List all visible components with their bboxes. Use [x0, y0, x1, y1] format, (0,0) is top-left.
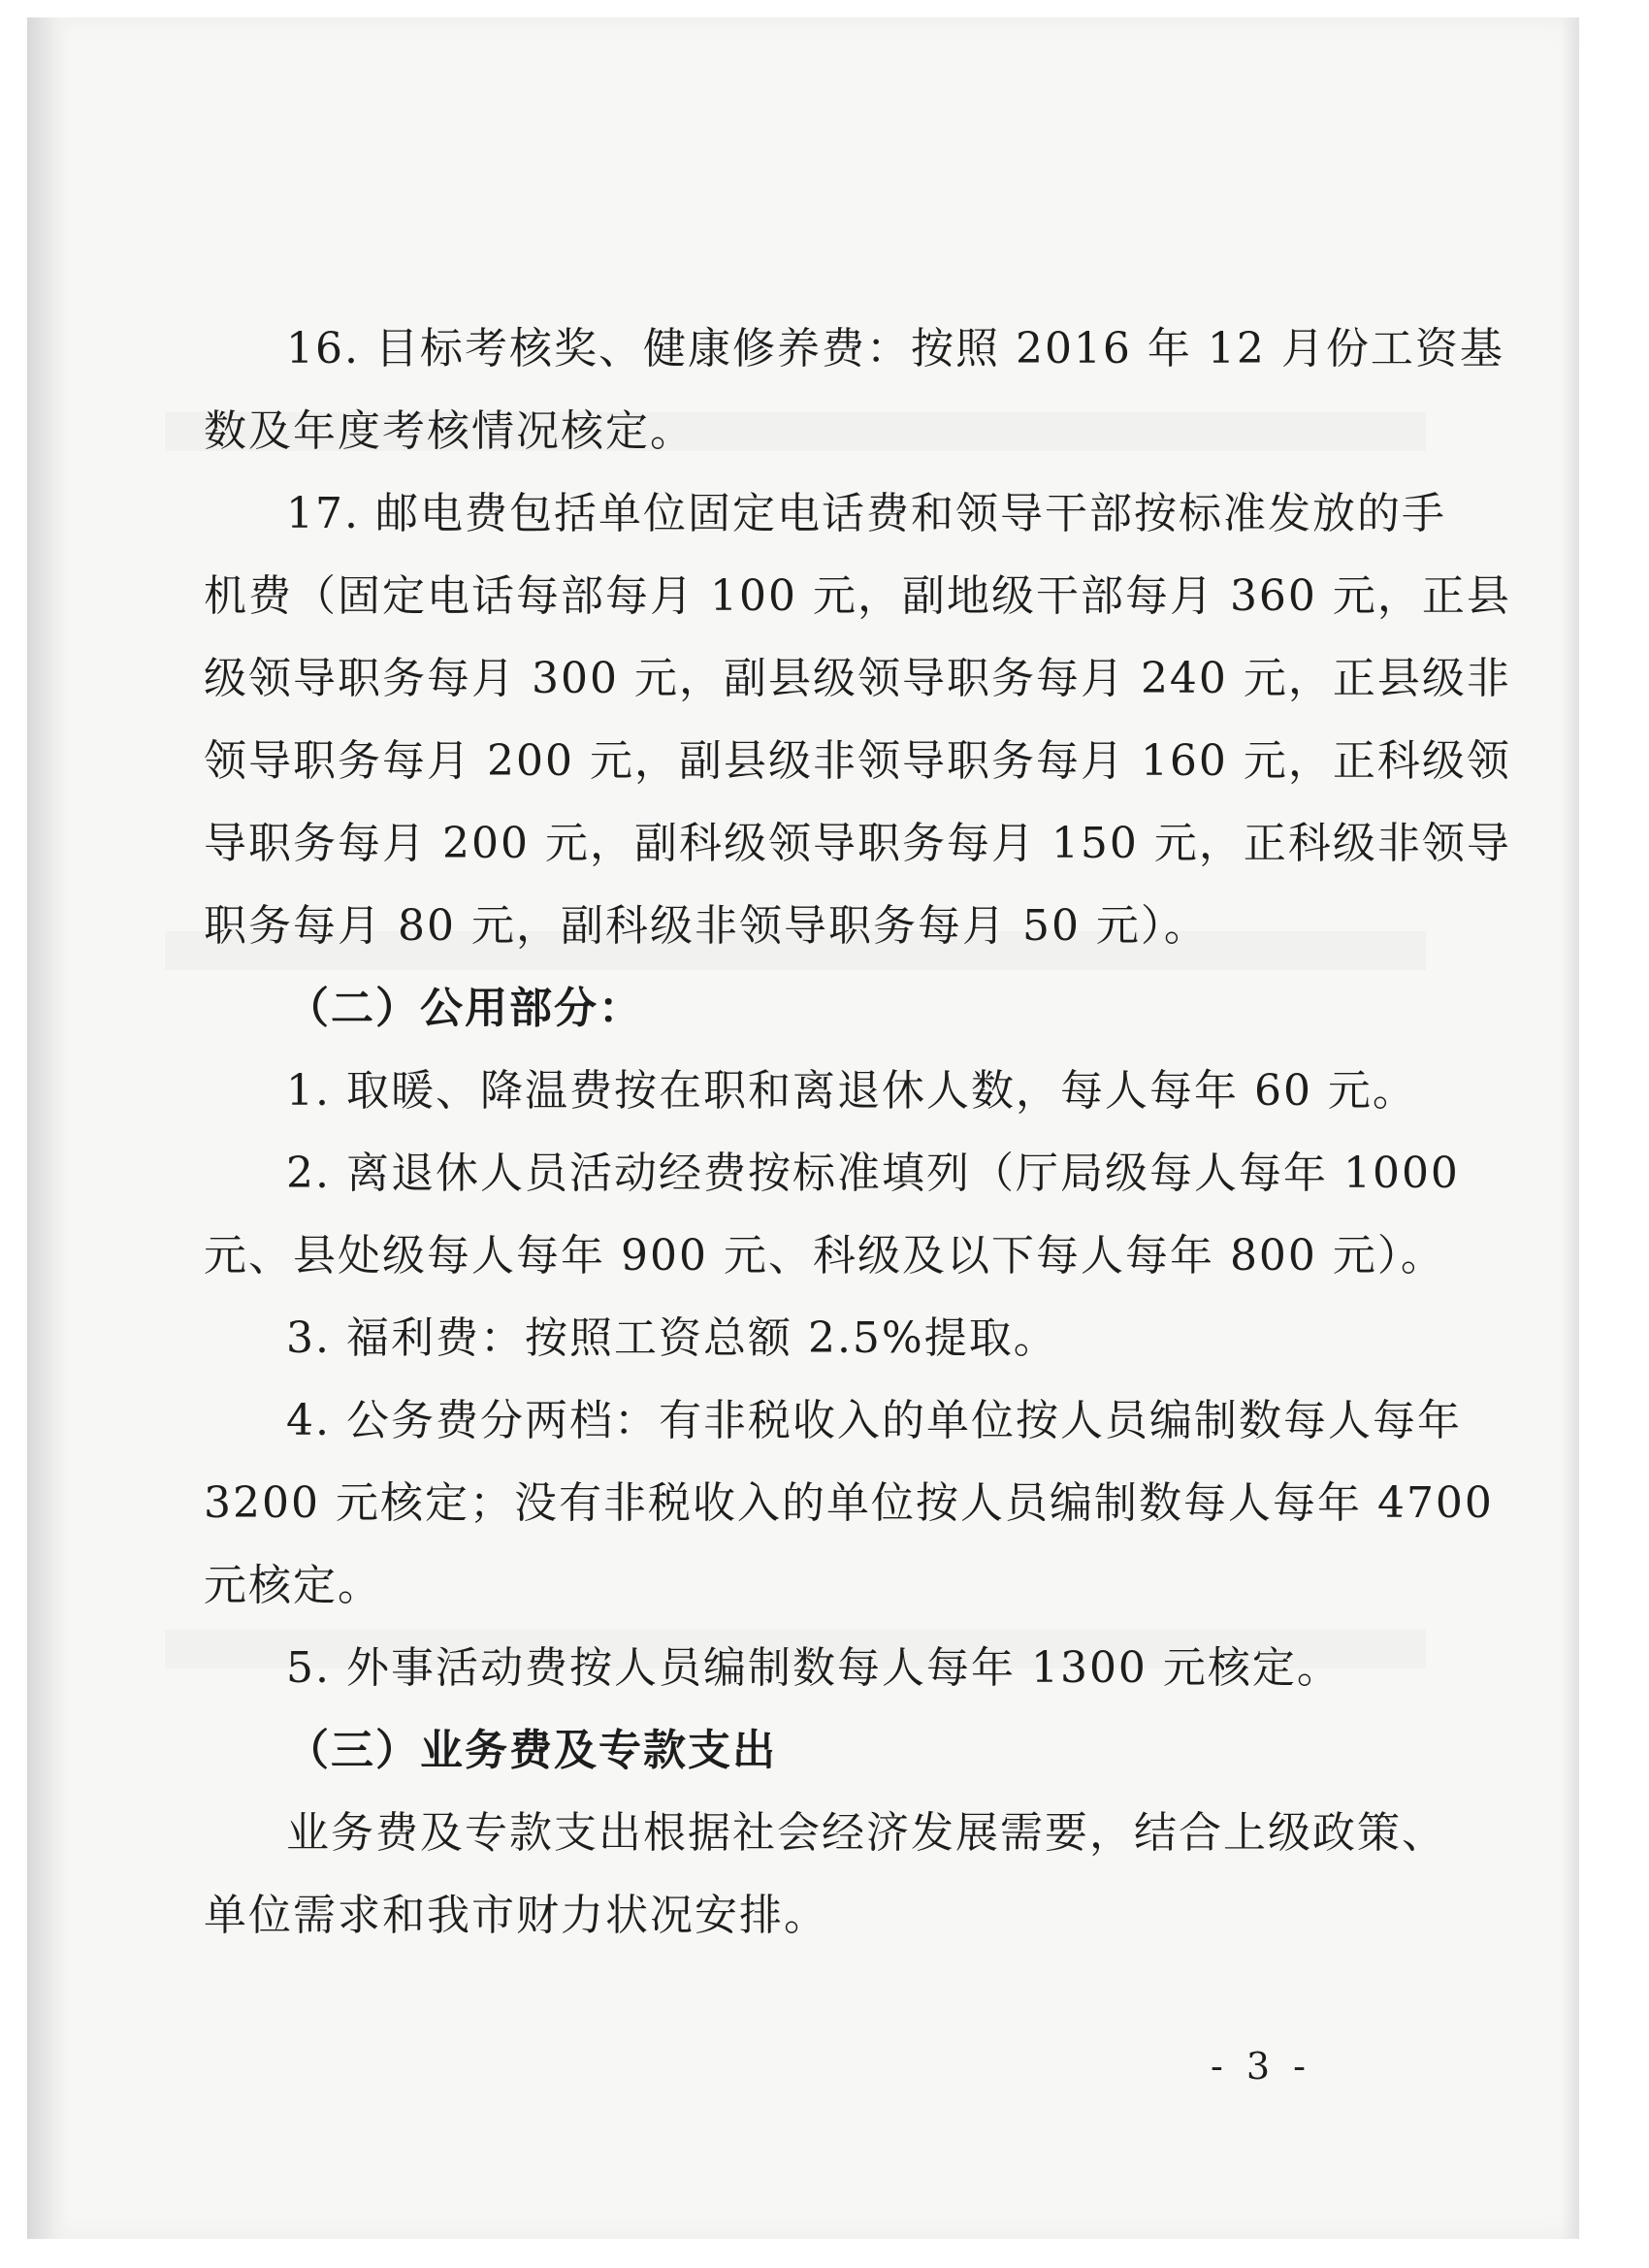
paragraph-line: 业务费及专款支出根据社会经济发展需要，结合上级政策、 — [286, 1808, 1446, 1858]
paragraph-line: 5. 外事活动费按人员编制数每人每年 1300 元核定。 — [286, 1643, 1342, 1693]
paragraph-line: 领导职务每月 200 元，副县级非领导职务每月 160 元，正科级领 — [204, 736, 1511, 786]
section-heading: （二）公用部分： — [286, 984, 643, 1033]
paragraph-line: 导职务每月 200 元，副科级领导职务每月 150 元，正科级非领导 — [204, 819, 1511, 868]
paragraph-line: 级领导职务每月 300 元，副县级领导职务每月 240 元，正县级非 — [204, 654, 1511, 703]
paragraph-line: 4. 公务费分两档：有非税收入的单位按人员编制数每人每年 — [286, 1396, 1462, 1445]
paragraph-line: 17. 邮电费包括单位固定电话费和领导干部按标准发放的手 — [286, 489, 1446, 538]
paragraph-line: 数及年度考核情况核定。 — [204, 406, 695, 456]
paragraph-line: 2. 离退休人员活动经费按标准填列（厅局级每人每年 1000 — [286, 1149, 1460, 1198]
section-heading: （三）业务费及专款支出 — [286, 1726, 777, 1775]
scan-fold-shadow-right — [1562, 17, 1579, 2239]
paragraph-line: 元、县处级每人每年 900 元、科级及以下每人每年 800 元）。 — [204, 1231, 1445, 1280]
paragraph-line: 单位需求和我市财力状况安排。 — [204, 1891, 828, 1940]
page-number: - 3 - — [1210, 2045, 1311, 2088]
paragraph-line: 1. 取暖、降温费按在职和离退休人数，每人每年 60 元。 — [286, 1066, 1417, 1116]
paragraph-line: 职务每月 80 元，副科级非领导职务每月 50 元）。 — [204, 901, 1209, 951]
paragraph-line: 元核定。 — [204, 1561, 382, 1610]
scan-fold-shadow-left — [27, 17, 71, 2239]
paragraph-line: 机费（固定电话每部每月 100 元，副地级干部每月 360 元，正县 — [204, 571, 1511, 621]
paragraph-line: 3200 元核定；没有非税收入的单位按人员编制数每人每年 4700 — [204, 1478, 1494, 1528]
paragraph-line: 3. 福利费：按照工资总额 2.5%提取。 — [286, 1313, 1058, 1363]
paragraph-line: 16. 目标考核奖、健康修养费：按照 2016 年 12 月份工资基 — [286, 324, 1504, 373]
